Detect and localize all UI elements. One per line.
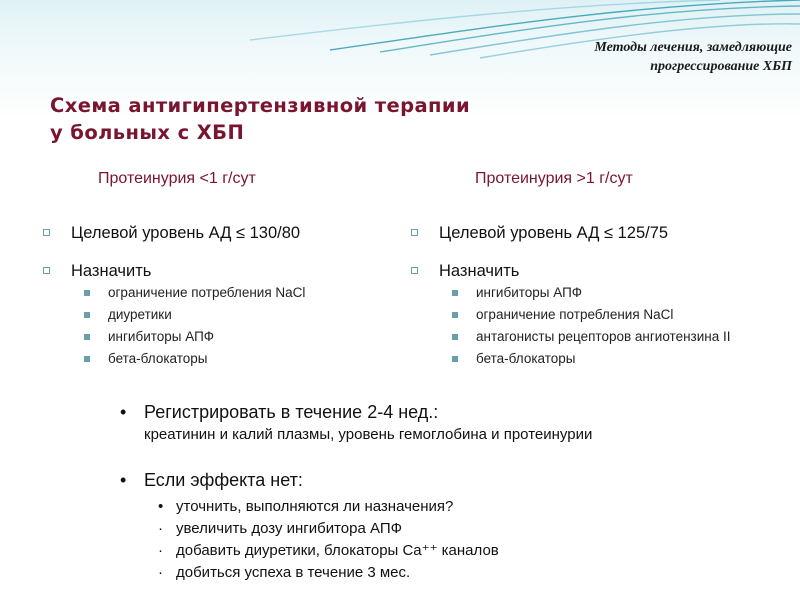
page-title-line1: Схема антигипертензивной терапии: [50, 94, 471, 117]
right-target-bullet: [408, 222, 788, 244]
list-item: диуретики: [84, 304, 420, 326]
square-dot-icon: [84, 312, 90, 318]
bullet-dot-icon: •: [120, 402, 127, 422]
left-assign-list: [40, 282, 420, 370]
right-assign-bullet: [408, 260, 788, 282]
square-dot-icon: [84, 290, 90, 296]
monitor-block: [120, 400, 780, 446]
list-item: • уточнить, выполняются ли назначения?: [156, 496, 780, 518]
square-bullet-icon: [411, 229, 418, 236]
monitor-detail: креатинин и калий плазмы, уровень гемоглобина и протеинурии: [144, 426, 593, 443]
left-assign-label: Назначить: [71, 262, 152, 280]
square-bullet-icon: [43, 229, 50, 236]
list-item: · добиться успеха в течение 3 мес.: [156, 562, 780, 584]
square-dot-icon: [452, 312, 458, 318]
left-target-bullet: [40, 222, 420, 244]
left-assign-bullet: [40, 260, 420, 282]
square-dot-icon: [452, 356, 458, 362]
bullet-dot-icon: ·: [158, 542, 163, 559]
list-item: антагонисты рецепторов ангиотензина II: [452, 326, 788, 348]
page-title-line2: у больных с ХБП: [50, 121, 245, 144]
list-item: · добавить диуретики, блокаторы Ca⁺⁺ каналов: [156, 540, 780, 562]
no-effect-steps: [120, 496, 780, 584]
right-column-heading: Протеинурия >1 г/сут: [475, 170, 633, 187]
no-effect-title: Если эффекта нет:: [144, 470, 303, 490]
header-note-line2: прогрессирование ХБП: [650, 59, 792, 74]
square-dot-icon: [84, 356, 90, 362]
square-bullet-icon: [411, 267, 418, 274]
followup-section: [120, 400, 780, 584]
page-title: [50, 92, 470, 146]
left-column: [40, 222, 420, 370]
left-target-text: Целевой уровень АД ≤ 130/80: [71, 224, 301, 242]
list-item: · увеличить дозу ингибитора АПФ: [156, 518, 780, 540]
square-dot-icon: [452, 290, 458, 296]
bullet-dot-icon: •: [158, 498, 164, 515]
list-item: бета-блокаторы: [84, 348, 420, 370]
monitor-title: Регистрировать в течение 2-4 нед.:: [144, 402, 439, 422]
header-note-line1: Методы лечения, замедляющие: [594, 40, 792, 55]
bullet-dot-icon: ·: [158, 564, 163, 581]
bullet-dot-icon: ·: [158, 520, 163, 537]
left-column-heading: Протеинурия <1 г/сут: [98, 170, 256, 187]
right-column: [408, 222, 788, 370]
bullet-dot-icon: •: [120, 470, 127, 490]
list-item: ингибиторы АПФ: [84, 326, 420, 348]
square-dot-icon: [84, 334, 90, 340]
list-item: ограничение потребления NaCl: [84, 282, 420, 304]
right-assign-label: Назначить: [439, 262, 520, 280]
right-assign-list: [408, 282, 788, 370]
header-note: [594, 38, 792, 76]
square-dot-icon: [452, 334, 458, 340]
list-item: ограничение потребления NaCl: [452, 304, 788, 326]
square-bullet-icon: [43, 267, 50, 274]
right-target-text: Целевой уровень АД ≤ 125/75: [439, 224, 669, 242]
list-item: бета-блокаторы: [452, 348, 788, 370]
list-item: ингибиторы АПФ: [452, 282, 788, 304]
no-effect-block: [120, 468, 780, 584]
